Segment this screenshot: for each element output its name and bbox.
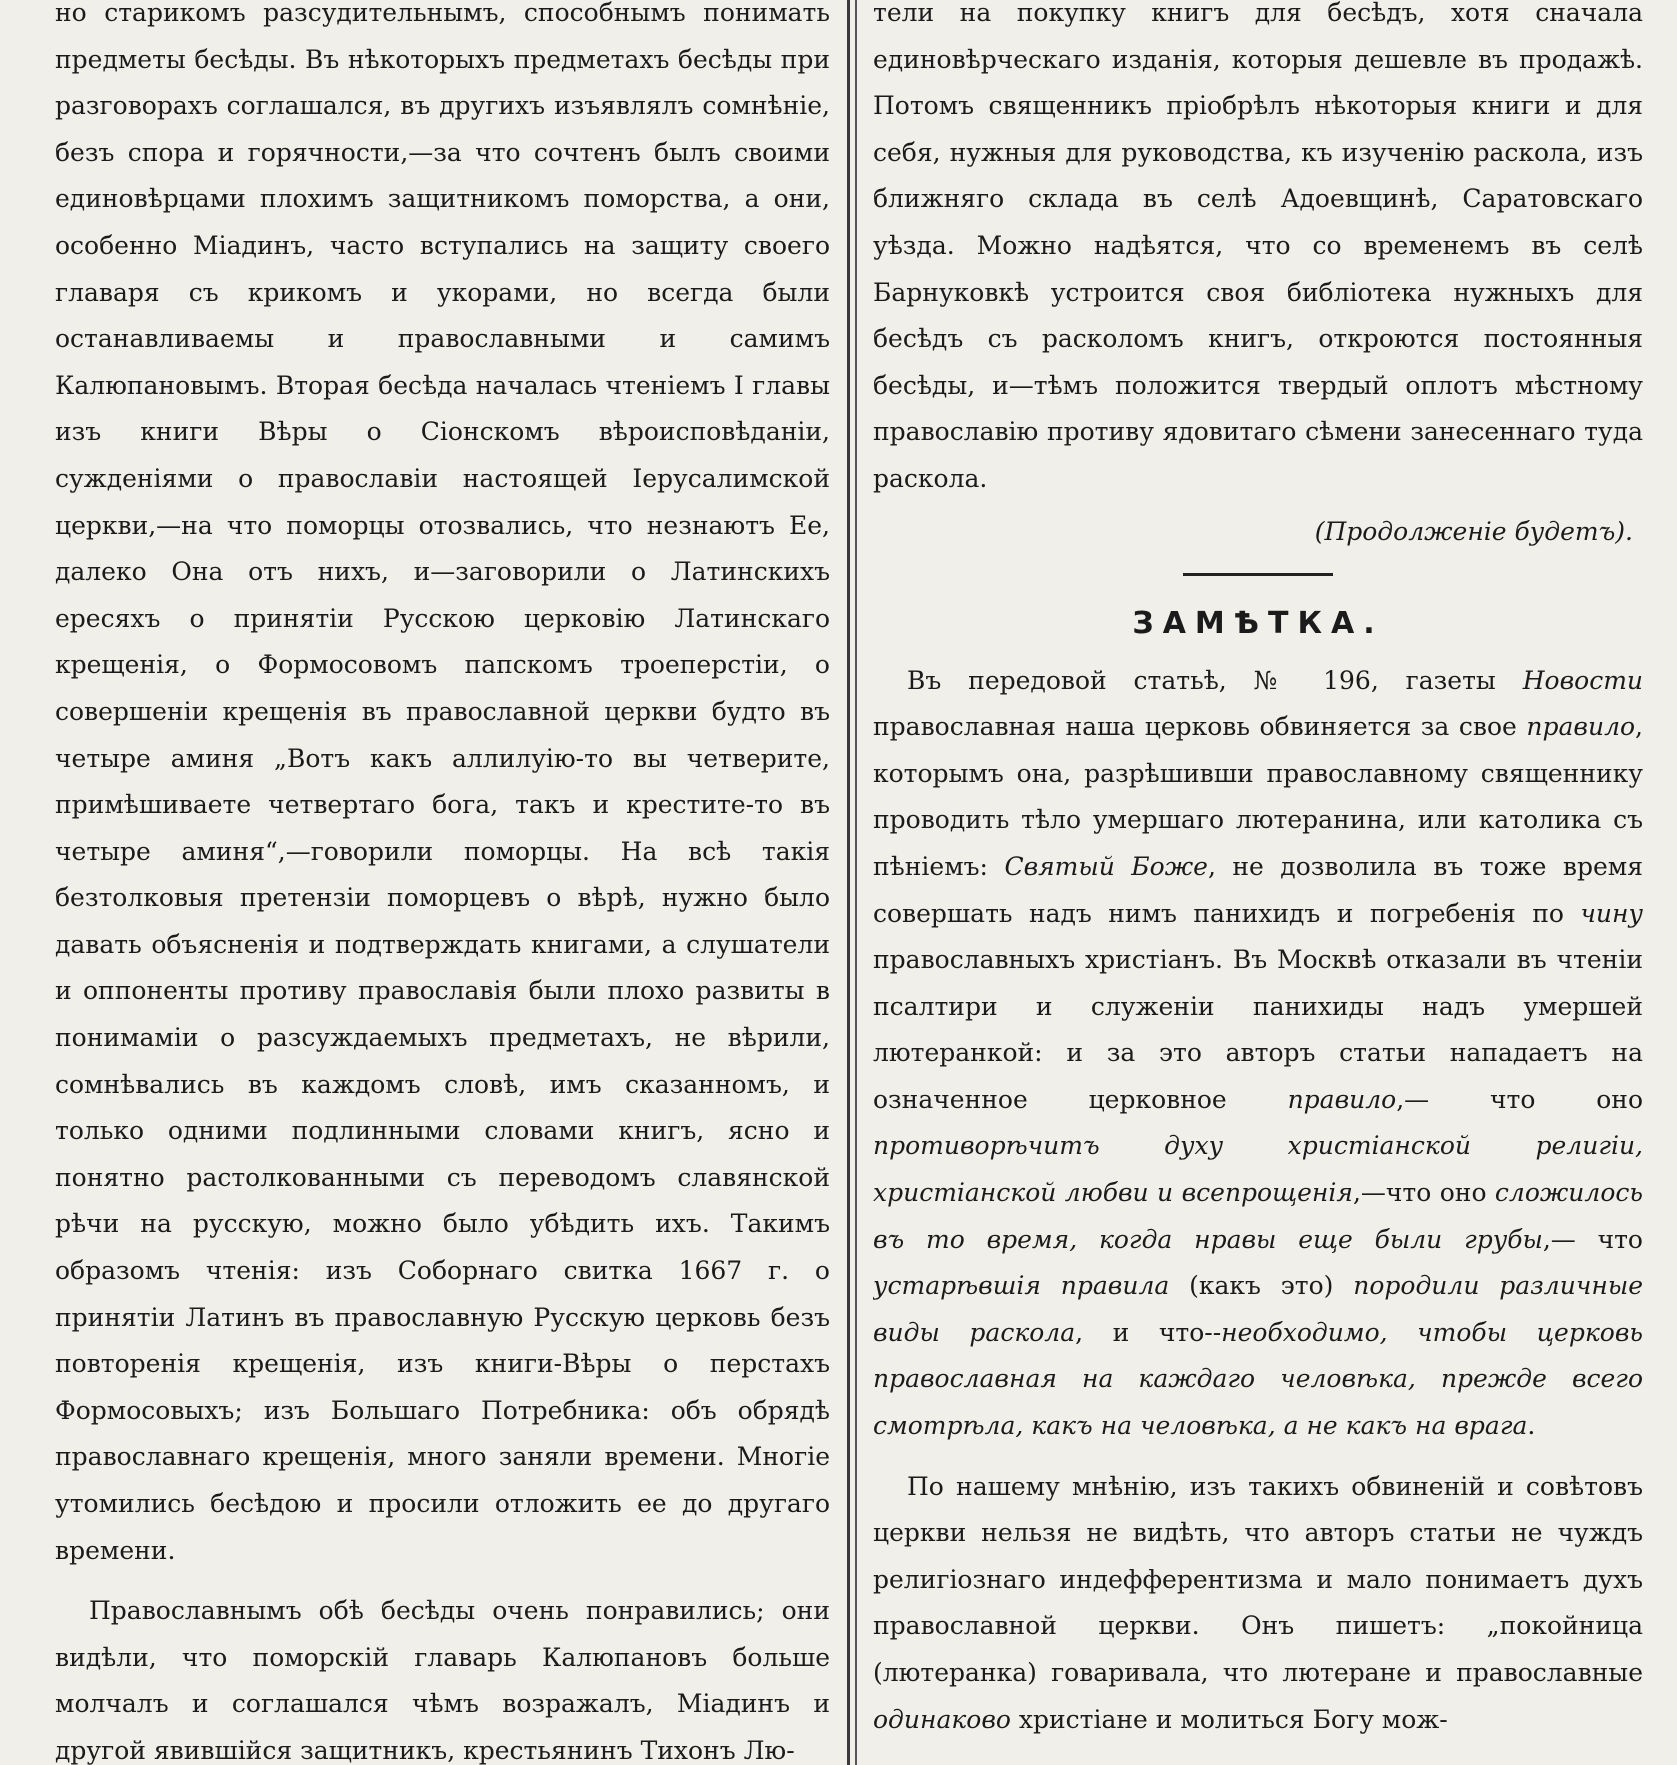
note-paragraph-1 (873, 658, 1643, 1450)
section-heading: ЗАМѢТКА. (1132, 605, 1384, 641)
text-run: Въ передовой статьѣ, № 196, газеты (907, 665, 1523, 695)
italic-run: Новости (1522, 665, 1643, 695)
italic-run: устарѣвшія правила (873, 1271, 1170, 1301)
text-run: ,—что оно (1352, 1178, 1495, 1208)
text-run: . (1527, 1411, 1536, 1441)
italic-run: противорѣчитъ духу христіанской религіи, христіанской любви и всепрощенія (873, 1131, 1643, 1208)
italic-run: чину (1580, 898, 1643, 928)
italic-run: правило (1287, 1084, 1397, 1114)
text-run: , и что-- (1075, 1317, 1222, 1347)
text-run: православная наша церковь обвиняется за свое (873, 712, 1527, 742)
italic-run: правило (1526, 712, 1636, 742)
text-run: По нашему мнѣнію, изъ такихъ обвиненій и совѣтовъ церкви нельзя не видѣть, что авторъ статьи не чуждъ религіознаго индефферентизма и мало понимаетъ духъ православной церкви. Онъ пишетъ: „покойница (лютеранка) говаривала, что лютеране и православные (873, 1471, 1643, 1687)
column-divider-thick (847, 0, 850, 1765)
text-run: православныхъ христіанъ. Въ Москвѣ отказали въ чтеніи псалтири и служеніи панихиды надъ умершей лютеранкой: и за это авторъ статьи нападаетъ на означенное церковное (873, 945, 1643, 1114)
text-run: христіане и молиться Богу мож- (1010, 1704, 1448, 1734)
text-run: (какъ это) (1169, 1271, 1354, 1301)
continued-note: (Продолженіе будетъ). (1314, 516, 1633, 546)
left-column (55, 0, 830, 1765)
right-column (873, 0, 1643, 1765)
right-paragraph-1: тели на покупку книгъ для бесѣдъ, хотя сначала единовѣрческаго изданія, которыя дешевле въ продажѣ. Потомъ священникъ пріобрѣлъ нѣкоторыя книги и для себя, нужныя для руководства, къ изученію раскола, изъ ближняго склада въ селѣ Адоевщинѣ, Саратовскаго уѣзда. Можно надѣятся, что со временемъ въ селѣ Барнуковкѣ устроится своя библіотека нужныхъ для бесѣдъ съ расколомъ книгъ, откроются постоянныя бесѣды, и—тѣмъ положится твердый оплотъ мѣстному православію противу ядовитаго сѣмени занесеннаго туда раскола. (873, 0, 1643, 493)
right-column-text (873, 0, 1643, 1743)
text-run: ,— что оно (1396, 1084, 1643, 1114)
left-paragraph-2: Православнымъ обѣ бесѣды очень понравились; они видѣли, что поморскій главарь Калюпановъ больше молчалъ и соглашался чѣмъ возражалъ, Міадинъ и другой явившійся защитникъ, крестьянинъ Тихонъ Лю- (55, 1596, 830, 1765)
column-divider-thin (855, 0, 857, 1765)
left-column-text (55, 0, 830, 1765)
italic-run: необходимо, чтобы церковь православная на каждаго человѣка, прежде всего смотрѣла, какъ на человѣка, а не какъ на врага (873, 1317, 1643, 1441)
note-paragraph-2 (873, 1464, 1643, 1744)
left-paragraph-1: но старикомъ разсудительнымъ, способнымъ понимать предметы бесѣды. Въ нѣкоторыхъ предметахъ бесѣды при разговорахъ соглашался, въ другихъ изъявлялъ сомнѣніе, безъ спора и горячности,—за что сочтенъ былъ своими единовѣрцами плохимъ защитникомъ поморства, а они, особенно Міадинъ, часто вступались на защиту своего главаря съ крикомъ и укорами, но всегда были останавливаемы и православными и самимъ Калюпановымъ. Вторая бесѣда началась чтеніемъ I главы изъ книги Вѣры о Сіонскомъ вѣроисповѣданіи, сужденіями о православіи настоящей Іерусалимской церкви,—на что поморцы отозвались, что незнаютъ Ее, далеко Она отъ нихъ, и—заговорили о Латинскихъ ересяхъ о принятіи Русскою церковію Латинскаго крещенія, о Формосовомъ папскомъ троеперстіи, о совершеніи крещенія въ православной церкви будто въ четыре аминя „Вотъ какъ аллилуію-то вы четверите, примѣшиваете четвертаго бога, такъ и крестите-то въ четыре аминя“,—говорили поморцы. На всѣ такія безтолковыя претензіи поморцевъ о вѣрѣ, нужно было давать объясненія и подтверждать книгами, а слушатели и оппоненты противу православія были плохо развиты в понимаміи о разсуждаемыхъ предметахъ, не вѣрили, сомнѣвались въ каждомъ словѣ, имъ сказанномъ, и только одними подлинными словами книгъ, ясно и понятно растолкованными съ переводомъ славянской рѣчи на русскую, можно было убѣдить ихъ. Такимъ образомъ чтенія: изъ Соборнаго свитка 1667 г. о принятіи Латинъ въ православную Русскую церковь безъ повторенія крещенія, изъ книги-Вѣры о перстахъ Формосовыхъ; изъ Большаго Потребника: объ обрядѣ православнаго крещенія, много заняли времени. Многіе утомились бесѣдою и просили отложить ее до другаго времени. (55, 0, 830, 1565)
section-divider (1183, 573, 1333, 576)
text-run: ,— что (1542, 1224, 1643, 1254)
italic-run: Святый Боже (1004, 851, 1208, 881)
italic-run: породили различные виды раскола (873, 1271, 1643, 1347)
italic-run: одинаково (873, 1704, 1011, 1734)
text-run: , которымъ она, разрѣшивши православному священнику проводить тѣло умершаго лютеранина, или католика съ пѣніемъ: (873, 712, 1643, 881)
text-run: , не дозволила въ тоже время совершать надъ нимъ панихидъ и погребенія по (873, 851, 1643, 928)
italic-run: сложилось въ то время, когда нравы еще были грубы (873, 1178, 1643, 1254)
